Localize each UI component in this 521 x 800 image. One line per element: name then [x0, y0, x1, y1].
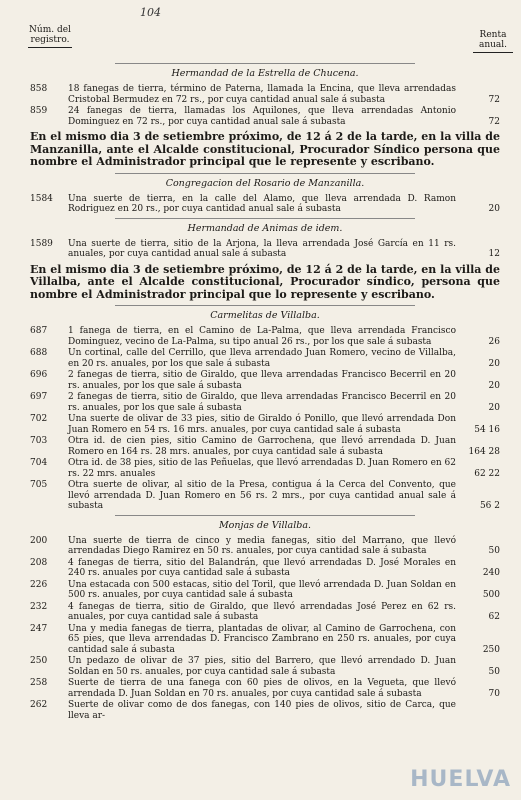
list-item — [30, 84, 500, 105]
registry-number: 688 — [30, 348, 48, 358]
list-item — [30, 392, 500, 413]
annual-rent: 240 — [482, 568, 500, 578]
entry-description: 1 fanega de tierra, en el Camino de La-Palma, que lleva arrendada Francisco Dominguez, vecino de La-Palma, su tipo anual 26 rs., por los que sale á subasta — [68, 326, 456, 347]
entry-description: Otra id. de cien pies, sitio Camino de Garrochena, que llevó arrendada D. Juan Romero en 164 rs. 28 mrs. anuales, por cuya cantidad sale á subasta — [68, 436, 456, 457]
list-item — [30, 194, 500, 215]
annual-rent: 70 — [488, 688, 500, 699]
registry-number: 704 — [30, 458, 48, 468]
annual-rent: 50 — [488, 546, 500, 556]
entry-description: Una suerte de tierra, sitio de la Arjona, la lleva arrendada José García en 11 rs. anuales, por cuya cantidad anual sale á subasta — [68, 238, 456, 259]
list-item — [30, 414, 500, 435]
annual-rent: 20 — [488, 380, 500, 391]
registry-number: 247 — [30, 623, 48, 634]
entry-description: Una estacada con 500 estacas, sitio del Toril, que llevó arrendada D. Juan Soldan en 500 rs. anuales, por cuya cantidad sale á subasta — [68, 579, 456, 600]
header-left-line1: Núm. del — [29, 25, 71, 35]
header-right-line1: Renta — [479, 30, 507, 40]
section-rule — [115, 218, 415, 219]
list-item — [30, 370, 500, 391]
annual-rent: 62 22 — [474, 468, 500, 479]
entry-description: 4 fanegas de tierra, sitio del Balandrán, que llevó arrendadas D. José Morales en 240 rs. anuales por cuya cantidad sale á subasta — [68, 557, 456, 578]
annual-rent: 26 — [488, 336, 500, 347]
entry-description: 18 fanegas de tierra, término de Paterna, llamada la Encina, que lleva arrendadas Cristobal Bermudez en 72 rs., por cuya cantidad anual sale á subasta — [68, 84, 456, 105]
section-title: Monjas de Villalba. — [218, 519, 312, 531]
list-item — [30, 348, 500, 369]
annual-rent: 20 — [488, 204, 500, 214]
annual-rent: 56 2 — [479, 501, 500, 511]
section-rule — [115, 63, 415, 64]
list-item — [30, 678, 500, 699]
registry-number: 858 — [30, 84, 48, 94]
section-title: Congregacion del Rosario de Manzanilla. — [165, 177, 365, 189]
registry-number: 200 — [30, 535, 48, 546]
registry-number: 208 — [30, 557, 48, 568]
annual-rent: 250 — [482, 644, 500, 655]
archive-watermark: HUELVA — [410, 767, 511, 792]
entry-description: 2 fanegas de tierra, sitio de Giraldo, que lleva arrendadas Francisco Becerril en 20 rs. anuales, por los que sale á subasta — [68, 370, 456, 391]
list-item — [30, 580, 500, 601]
entry-description: Una suerte de tierra de cinco y media fanegas, sitio del Marrano, que llevó arrendadas Diego Ramirez en 50 rs. anuales, por cuya cantidad sale á subasta — [68, 535, 456, 556]
registry-number: 705 — [30, 480, 48, 490]
entry-description: Otra suerte de olivar, al sitio de la Presa, contigua á la Cerca del Convento, que llevó arrendada D. Juan Romero en 56 rs. 2 mrs., por cuya cantidad anual sale á subasta — [68, 480, 456, 511]
list-item — [30, 480, 500, 512]
list-item — [30, 558, 500, 579]
annual-rent: 500 — [482, 590, 500, 600]
registry-number: 232 — [30, 601, 48, 612]
registry-number: 1584 — [30, 193, 53, 204]
list-item — [30, 239, 500, 260]
registry-number: 703 — [30, 436, 48, 446]
list-item — [30, 458, 500, 479]
annual-rent: 62 — [488, 612, 500, 622]
annual-rent: 72 — [488, 116, 500, 127]
list-item — [30, 536, 500, 557]
header-right-rule — [473, 52, 513, 53]
entry-description: Una suerte de olivar de 33 pies, sitio de Giraldo ó Ponillo, que llevó arrendada Don Juan Romero en 54 rs. 16 mrs. anuales, por cuya cantidad sale á subasta — [68, 414, 456, 435]
entry-description: Un pedazo de olivar de 37 pies, sitio del Barrero, que llevó arrendado D. Juan Soldan en 50 rs. anuales, por cuya cantidad sale á subasta — [68, 656, 456, 677]
registry-number: 687 — [30, 326, 48, 336]
annual-rent: 72 — [488, 94, 500, 105]
entry-description: 24 fanegas de tierra, llamadas los Aquilones, que lleva arrendadas Antonio Dominguez en 72 rs., por cuya cantidad anual sale á subasta — [68, 106, 456, 127]
auction-announcement: En el mismo dia 3 de setiembre próximo, de 12 á 2 de la tarde, en la villa de Villalba, ante el Alcalde constitucional, Procurador síndico, persona que nombre el Administrador principal que lo represente y escribano. — [30, 262, 500, 301]
entry-description: Un cortinal, calle del Cerrillo, que lleva arrendado Juan Romero, vecino de Villalba, en 20 rs. anuales, por los que sale á subasta — [68, 348, 456, 369]
registry-number: 262 — [30, 700, 48, 710]
header-left-rule — [28, 47, 72, 48]
header-right-line2: anual. — [478, 40, 508, 50]
annual-rent: 20 — [488, 402, 500, 413]
section-rule — [115, 305, 415, 306]
list-item — [30, 602, 500, 623]
annual-rent: 12 — [488, 249, 500, 259]
column-header-registry — [28, 25, 72, 48]
section-rule — [115, 173, 415, 174]
annual-rent: 54 16 — [474, 424, 500, 435]
auction-announcement: En el mismo dia 3 de setiembre próximo, de 12 á 2 de la tarde, en la villa de Manzanilla, ante el Alcalde constitucional, Procurador Síndico persona que nombre el Administrador principal que le represente y escribano. — [30, 130, 500, 168]
registry-number: 1589 — [30, 238, 53, 249]
list-item — [30, 624, 500, 656]
section-title: Hermandad de Animas de idem. — [187, 222, 343, 234]
section-title: Carmelitas de Villalba. — [210, 310, 320, 321]
annual-rent: 164 28 — [468, 446, 500, 457]
registry-number: 697 — [30, 392, 48, 402]
registry-number: 696 — [30, 370, 48, 380]
document-body — [30, 60, 500, 722]
list-item — [30, 700, 500, 721]
entry-description: 2 fanegas de tierra, sitio de Giraldo, que lleva arrendadas Francisco Becerril en 20 rs. anuales, por los que sale á subasta — [68, 392, 456, 413]
header-left-line2: registro. — [30, 35, 70, 45]
list-item — [30, 436, 500, 457]
list-item — [30, 106, 500, 127]
entry-description: Otra id. de 38 pies, sitio de las Peñuelas, que llevó arrendadas D. Juan Romero en 62 rs. 22 mrs. anuales — [68, 458, 457, 479]
registry-number: 250 — [30, 656, 48, 666]
list-item — [30, 326, 500, 347]
entry-description: 4 fanegas de tierra, sitio de Giraldo, que llevó arrendadas José Perez en 62 rs. anuales, por cuya cantidad sale á subasta — [68, 601, 456, 622]
annual-rent: 50 — [488, 666, 500, 677]
section-rule — [115, 515, 415, 516]
registry-number: 258 — [30, 678, 48, 688]
registry-number: 702 — [30, 414, 48, 424]
registry-number: 859 — [30, 106, 48, 116]
registry-number: 226 — [30, 579, 48, 590]
entry-description: Suerte de olivar como de dos fanegas, con 140 pies de olivos, sitio de Carca, que lleva ar- — [68, 700, 456, 721]
entry-description: Una y media fanegas de tierra, plantadas de olivar, al Camino de Garrochena, con 65 pies, que lleva arrendadas D. Francisco Zambrano en 250 rs. anuales, por cuya cantidad sale á subasta — [68, 623, 456, 655]
list-item — [30, 656, 500, 677]
annual-rent: 20 — [488, 358, 500, 369]
section-title: Hermandad de la Estrella de Chucena. — [171, 68, 359, 79]
entry-description: Suerte de tierra de una fanega con 60 pies de olivos, en la Vegueta, que llevó arrendada D. Juan Soldan en 70 rs. anuales, por cuya cantidad sale á subasta — [68, 678, 456, 699]
column-header-rent — [473, 30, 513, 53]
entry-description: Una suerte de tierra, en la calle del Alamo, que lleva arrendada D. Ramon Rodriguez en 20 rs., por cuya cantidad anual sale á subasta — [68, 193, 456, 214]
page-number: 104 — [140, 6, 161, 19]
